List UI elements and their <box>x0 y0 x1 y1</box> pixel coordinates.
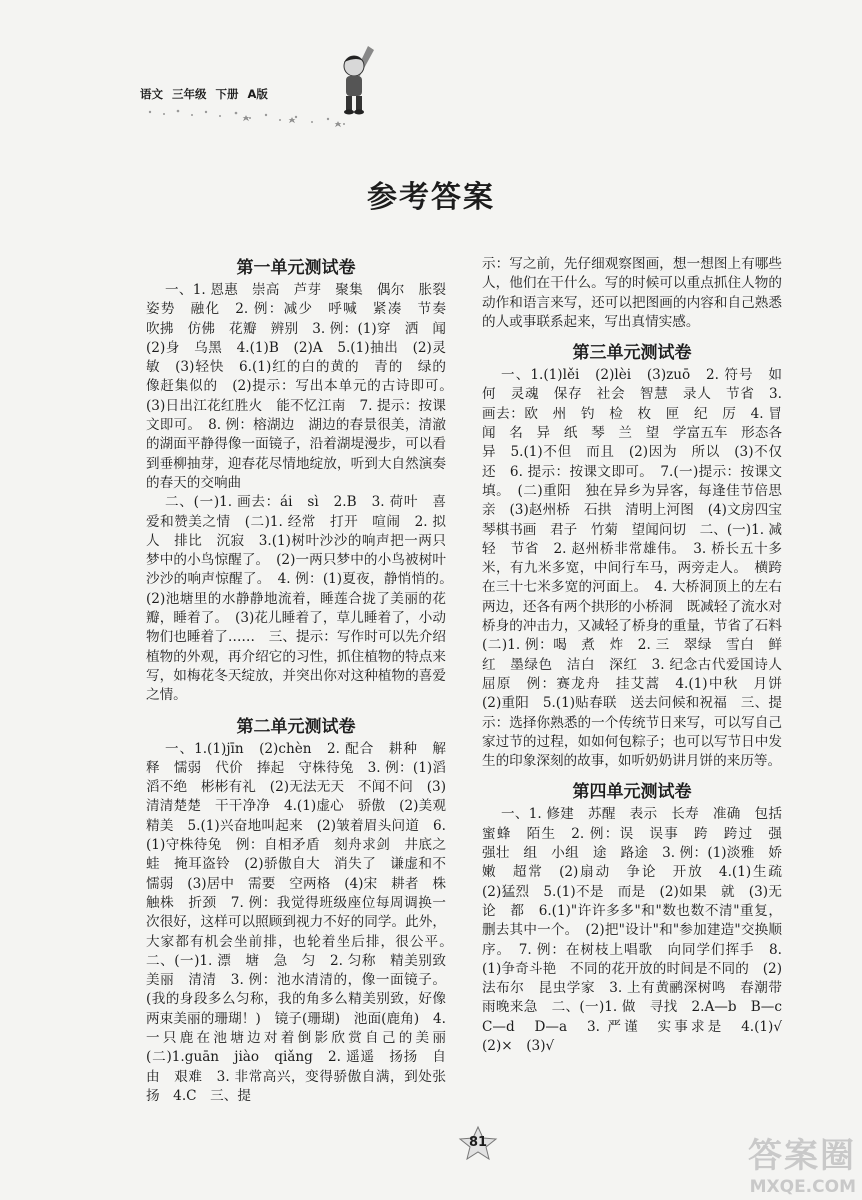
header-volume: 下册 <box>215 87 239 101</box>
left-column <box>146 255 460 1106</box>
unit3-answer-block: 一、1.(1)lěi (2)lèi (3)zuō 2. 符号 如何 灵魂 保存 社会 智慧 录人 节省 3. 画去：欧 州 钓 检 枚 匣 纪 厉 4. 冒 闻 名 异 纸 琴 兰 望 学富五车 形态各异 5.(1)不但 而且 (2)因为 所以 (3)不仅 还 6. 提示：按课文即可。 7.(一)提示：按课文填。 (二)重阳 独在异乡为异客，每逢佳节倍思亲 (3)赵州桥 石拱 清明上河图 (4)文房四宝 琴棋书画 君子 竹菊 望闻问切 二、(一)1. 减轻 节省 2. 赵州桥非常雄伟。 3. 桥长五十多米，有九米多宽，中间行车马，两旁走人。 横跨在三十七米多宽的河面上。 4. 大桥洞顶上的左右两边，还各有两个拱形的小桥洞 既减轻了流水对桥身的冲击力，又减轻了桥身的重量，节省了石料 (二)1. 例：喝 煮 炸 2. 三 翠绿 雪白 鲜红 墨绿色 洁白 深红 3. 纪念古代爱国诗人屈原 例：赛龙舟 挂艾蒿 4.(1)中秋 月饼 (2)重阳 5.(1)贴春联 送去问候和祝福 三、提示：选择你熟悉的一个传统节日来写，可以写自己家过节的过程，如如何包粽子；也可以写节日中发生的印象深刻的故事，如听奶奶讲月饼的来历等。 <box>482 367 796 770</box>
unit1-answer-block: 二、(一)1. 画去：ái sì 2.B 3. 荷叶 喜爱和赞美之情 (二)1. 经常 打开 喧闹 2. 拟人 排比 沉寂 3.(1)树叶沙沙的响声把一两只梦中的小鸟惊醒了。 (2)一两只梦中的小鸟被树叶沙沙的响声惊醒了。 4. 例：(1)夏夜，静悄悄的。 (2)池塘里的水静静地流着，睡莲合拢了美丽的花瓣，睡着了。 (3)花儿睡着了，草儿睡着了，小动物们也睡着了…… 三、提示：写作时可以先介绍植物的外观，再介绍它的习性，抓住植物的特点来写，如梅花冬天绽放，并突出你对这种植物的喜爱之情。 <box>146 494 460 704</box>
header-edition: A版 <box>247 87 268 101</box>
page-number-badge <box>456 1125 500 1161</box>
unit4-title: 第四单元测试卷 <box>572 782 692 803</box>
unit2-answer-block: 一、1.(1)jīn (2)chèn 2. 配合 耕种 解释 懦弱 代价 捧起 守株待兔 3. 例：(1)滔滔不绝 彬彬有礼 (2)无法无天 不闻不问 (3)清清楚楚 干干净净 4.(1)虚心 骄傲 (2)美观 精美 5.(1)兴奋地叫起来 (2)皱着眉头问道 6.(1)守株待兔 例：自相矛盾 刻舟求剑 井底之蛙 掩耳盗铃 (2)骄傲自大 消失了 谦虚和不懦弱 (3)居中 需要 空两格 (4)宋 耕者 株 触株 折颈 7. 例：我觉得班级座位每周调换一次很好，这样可以照顾到视力不好的同学。此外，大家都有机会坐前排，也轮着坐后排，很公平。 二、(一)1. 漂 塘 急 匀 2. 匀称 精美别致 美丽 清清 3. 例：池水清清的，像一面镜子。(我的身段多么匀称，我的角多么精美别致，好像两束美丽的珊瑚！) 镜子(珊瑚) 池面(鹿角) 4. 一只鹿在池塘边对着倒影欣赏自己的美丽 (二)1.guān jiào qiǎng 2. 遥遥 扬扬 自由 艰难 3. 非常高兴，变得骄傲自满，到处张扬 4.C 三、提 <box>146 740 460 1104</box>
header-grade: 三年级 <box>172 87 207 101</box>
unit1-answer-block: 一、1. 恩惠 崇高 芦芽 聚集 偶尔 胀裂 姿势 融化 2. 例：减少 呼喊 紧凑 节奏 吹拂 仿佛 花瓣 辨别 3. 例：(1)穿 洒 闻 (2)身 乌黑 4.(1)B (2)A 5.(1)抽出 (2)灵敏 (3)轻快 6.(1)红的白的黄的 青的 绿的 像赶集似的 (2)提示：写出本单元的古诗即可。 (3)日出江花红胜火 能不忆江南 7. 提示：按课文即可。 8. 例：榕湖边 湖边的春景很美，清澈的湖面平静得像一面镜子，沿着湖堤漫步，可以看到垂柳抽芽，迎春花尽情地绽放，听到大自然演奏的春天的交响曲 <box>146 282 460 491</box>
page-number: 81 <box>468 1135 488 1150</box>
unit4-answer-block: 一、1. 修建 苏醒 表示 长寿 准确 包括 蜜蜂 陌生 2. 例：误 误事 跨 跨过 强 强壮 组 小组 途 路途 3. 例：(1)淡雅 娇嫩 超常 (2)扇动 争论 开放 4.(1)生疏 (2)猛烈 5.(1)不是 而是 (2)如果 就 (3)无论 都 6.(1)"许许多多"和"数也数不清"重复，删去其中一个。 (2)把"设计"和"参加建造"交换顺序。 7. 例：在树枝上唱歌 向同学们挥手 8.(1)争奇斗艳 不同的花开放的时间是不同的 (2)法布尔 昆虫学家 3. 上有黄鹂深树鸣 春潮带雨晚来急 二、(一)1. 做 寻找 2.A—b B—c C—d D—a 3. 严谨 实事求是 4.(1)√ (2)× (3)√ <box>482 806 796 1054</box>
watermark-url: MXQE.COM <box>749 1177 856 1197</box>
watermark-logo-text: 答案圈 <box>748 1136 856 1176</box>
unit2-answer-continuation: 示：写之前，先仔细观察图画，想一想图上有哪些人，他们在干什么。写的时候可以重点抓住人物的动作和语言来写，还可以把图画的内容和自己熟悉的人或事联系起来，写出真情实感。 <box>482 256 782 330</box>
page-title: 参考答案 <box>367 180 495 215</box>
boy-with-pencil-icon <box>332 44 378 116</box>
header-strip <box>140 86 360 104</box>
unit1-title: 第一单元测试卷 <box>236 258 356 278</box>
unit2-title: 第二单元测试卷 <box>236 716 356 737</box>
header-subject: 语文 <box>140 87 163 101</box>
right-column <box>482 255 796 1056</box>
unit3-title: 第三单元测试卷 <box>572 343 692 364</box>
site-watermark <box>706 1128 856 1196</box>
